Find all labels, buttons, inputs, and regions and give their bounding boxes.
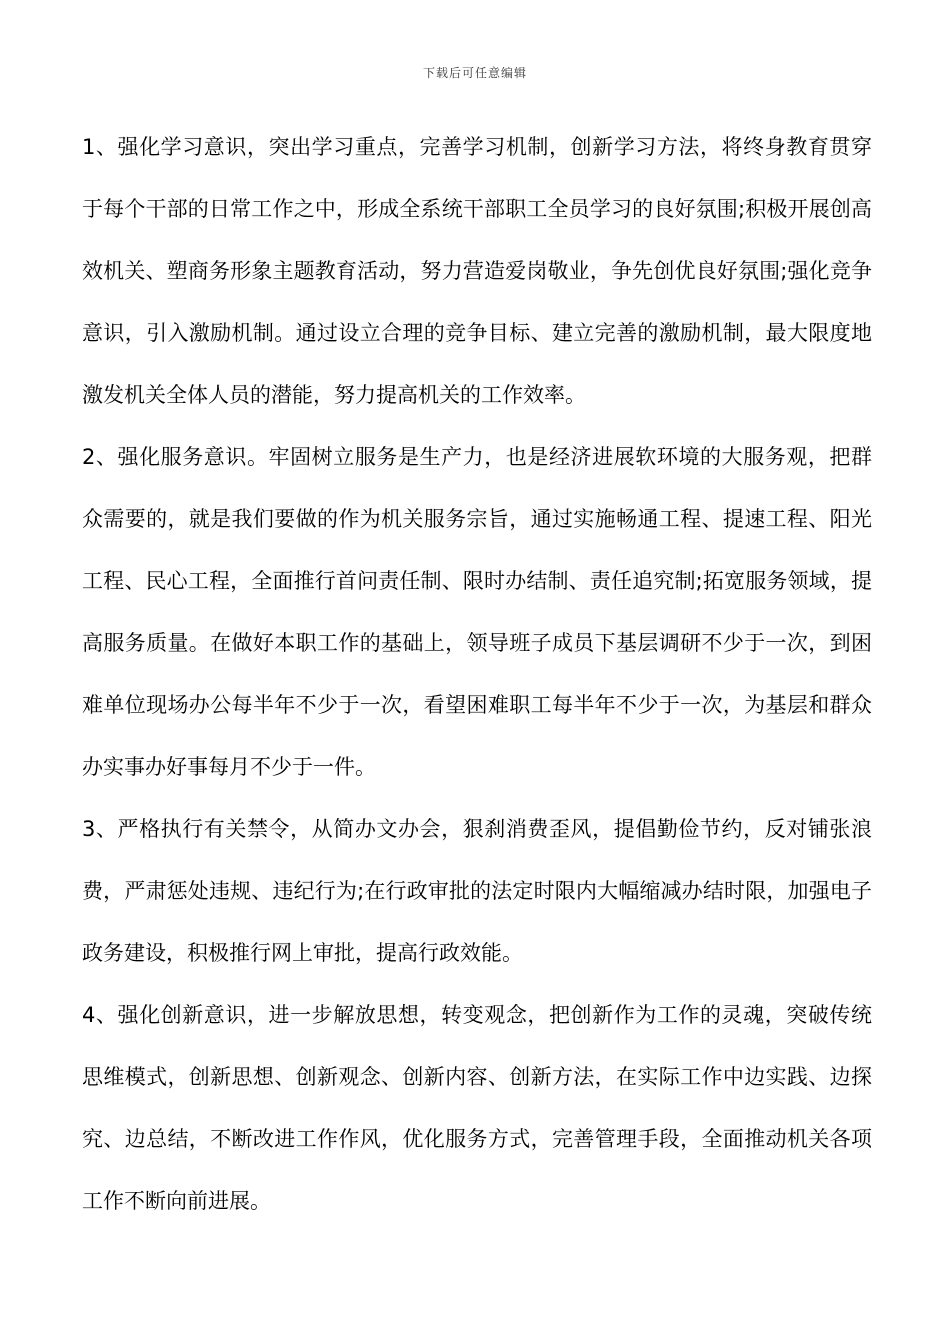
paragraph-4: 4、强化创新意识，进一步解放思想，转变观念，把创新作为工作的灵魂，突破传统思维模式，创新思想、创新观念、创新内容、创新方法，在实际工作中边实践、边探究、边总结，不断改进工作作风，优化服务方式，完善管理手段，全面推动机关各项工作不断向前进展。 <box>82 1003 872 1213</box>
document-body <box>82 116 872 1232</box>
header-note: 下载后可任意编辑 <box>422 66 527 80</box>
paragraph-3: 3、严格执行有关禁令，从简办文办会，狠刹消费歪风，提倡勤俭节约，反对铺张浪费，严肃惩处违规、违纪行为;在行政审批的法定时限内大幅缩减办结时限，加强电子政务建设，积极推行网上审批，提高行政效能。 <box>82 817 872 965</box>
paragraph-1: 1、强化学习意识，突出学习重点，完善学习机制，创新学习方法，将终身教育贯穿于每个干部的日常工作之中，形成全系统干部职工全员学习的良好氛围;积极开展创高效机关、塑商务形象主题教育活动，努力营造爱岗敬业，争先创优良好氛围;强化竞争意识，引入激励机制。通过设立合理的竞争目标、建立完善的激励机制，最大限度地激发机关全体人员的潜能，努力提高机关的工作效率。 <box>82 135 872 407</box>
paragraph-2: 2、强化服务意识。牢固树立服务是生产力，也是经济进展软环境的大服务观，把群众需要的，就是我们要做的作为机关服务宗旨，通过实施畅通工程、提速工程、阳光工程、民心工程，全面推行首问责任制、限时办结制、责任追究制;拓宽服务领域，提高服务质量。在做好本职工作的基础上，领导班子成员下基层调研不少于一次，到困难单位现场办公每半年不少于一次，看望困难职工每半年不少于一次，为基层和群众办实事办好事每月不少于一件。 <box>82 445 872 779</box>
